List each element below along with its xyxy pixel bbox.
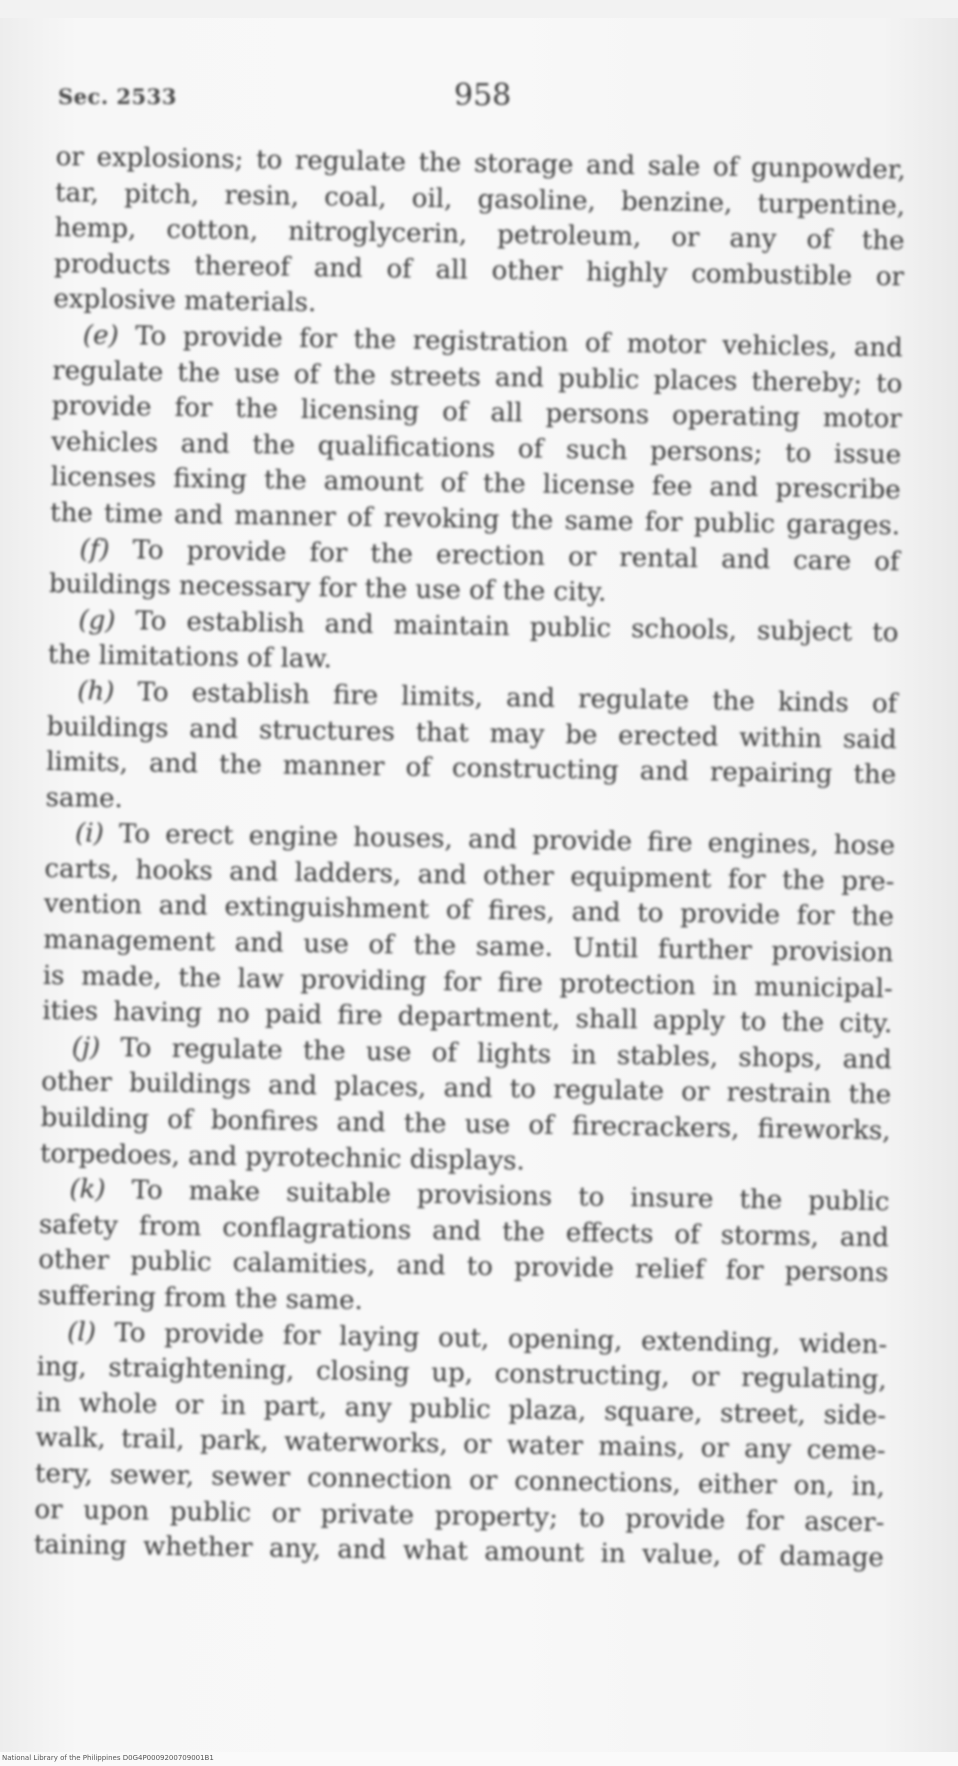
line-text: tar, pitch, resin, coal, oil, gasoline, benzine, turpentine, <box>54 177 906 221</box>
line-text: hemp, cotton, nitroglycerin, petroleum, or any of the <box>54 213 905 257</box>
line-text: torpedoes, and pyrotechnic displays. <box>39 1138 526 1177</box>
line-text: buildings necessary for the use of the city. <box>48 569 607 608</box>
line-text: To establish and maintain public schools, subject to <box>115 605 899 649</box>
page-number: 958 <box>454 78 512 113</box>
paragraph-marker: (i) <box>74 818 104 850</box>
line-text: ities having no paid fire department, shall apply to the city. <box>42 996 893 1040</box>
footer-credit: National Library of the Philippines D0G4P0009200709001B1 <box>2 1754 214 1762</box>
page-header <box>58 78 908 124</box>
line-text: or explosions; to regulate the storage and sale of gunpowder, <box>55 141 906 186</box>
paragraph-marker: (h) <box>77 676 115 707</box>
line-text: same. <box>45 782 124 814</box>
line-text: To provide for laying out, opening, extending, widen- <box>95 1317 888 1360</box>
line-text: or upon public or private property; to provide for ascer- <box>34 1494 885 1538</box>
paragraph-marker: (l) <box>67 1316 97 1348</box>
line-text: regulate the use of the streets and public places thereby; to <box>52 355 903 399</box>
paragraph-marker: (f) <box>79 533 110 565</box>
line-text: the time and manner of revoking the same for public garages. <box>49 497 901 542</box>
paragraph-marker: (e) <box>82 320 119 351</box>
line-text: suffering from the same. <box>37 1280 364 1316</box>
line-text: licenses fixing the amount of the license fee and prescribe <box>50 462 901 506</box>
line-text: To make suitable provisions to insure the public <box>105 1175 890 1218</box>
line-text: walk, trail, park, waterworks, or water mains, or any ceme- <box>35 1423 886 1467</box>
line-text: safety from conflagrations and the effects of storms, and <box>38 1209 890 1254</box>
line-text: To provide for the registration of motor vehicles, and <box>118 320 904 364</box>
section-reference: Sec. 2533 <box>58 84 177 109</box>
line-text: tery, sewer, sewer connection or connections, either on, in, <box>34 1458 886 1503</box>
line-text: the limitations of law. <box>47 640 333 675</box>
line-text: other buildings and places, and to regulate or restrain the <box>40 1067 892 1111</box>
line-text: building of bonfires and the use of firecrackers, fireworks, <box>40 1102 891 1147</box>
line-text: provide for the licensing of all persons operating motor <box>51 391 902 435</box>
line-text: vention and extinguishment of fires, and to provide for the <box>43 889 895 933</box>
line-text: other public calamities, and to provide relief for persons <box>38 1245 889 1289</box>
line-text: explosive materials. <box>53 284 317 319</box>
scan-footer <box>0 1752 958 1766</box>
line-text: To erect engine houses, and provide fire engines, hose <box>103 819 896 862</box>
paragraph-marker: (g) <box>78 605 116 636</box>
paragraph-marker: (j) <box>71 1032 101 1063</box>
line-text: ing, straightening, closing up, constructing, or regulating, <box>36 1352 887 1396</box>
paragraph-marker: (k) <box>69 1174 106 1206</box>
line-text: products thereof and of all other highly combustible or <box>53 248 905 293</box>
line-text: buildings and structures that may be erected within said <box>46 711 897 755</box>
line-text: vehicles and the qualifications of such persons; to issue <box>51 426 902 471</box>
line-text: carts, hooks and ladders, and other equipment for the pre- <box>44 853 895 898</box>
document-body <box>34 140 906 1577</box>
line-text: is made, the law providing for fire protection in municipal- <box>42 960 894 1004</box>
line-text: in whole or in part, any public plaza, square, street, side- <box>35 1387 887 1431</box>
line-text: To regulate the use of lights in stables, shops, and <box>99 1032 892 1076</box>
line-text: To provide for the erection or rental and care of <box>109 534 900 577</box>
line-text: management and use of the same. Until further provision <box>43 924 894 969</box>
line-text: To establish fire limits, and regulate the kinds of <box>114 676 898 720</box>
line-text: taining whether any, and what amount in value, of damage <box>33 1529 885 1574</box>
line-text: limits, and the manner of constructing and repairing the <box>45 747 897 791</box>
